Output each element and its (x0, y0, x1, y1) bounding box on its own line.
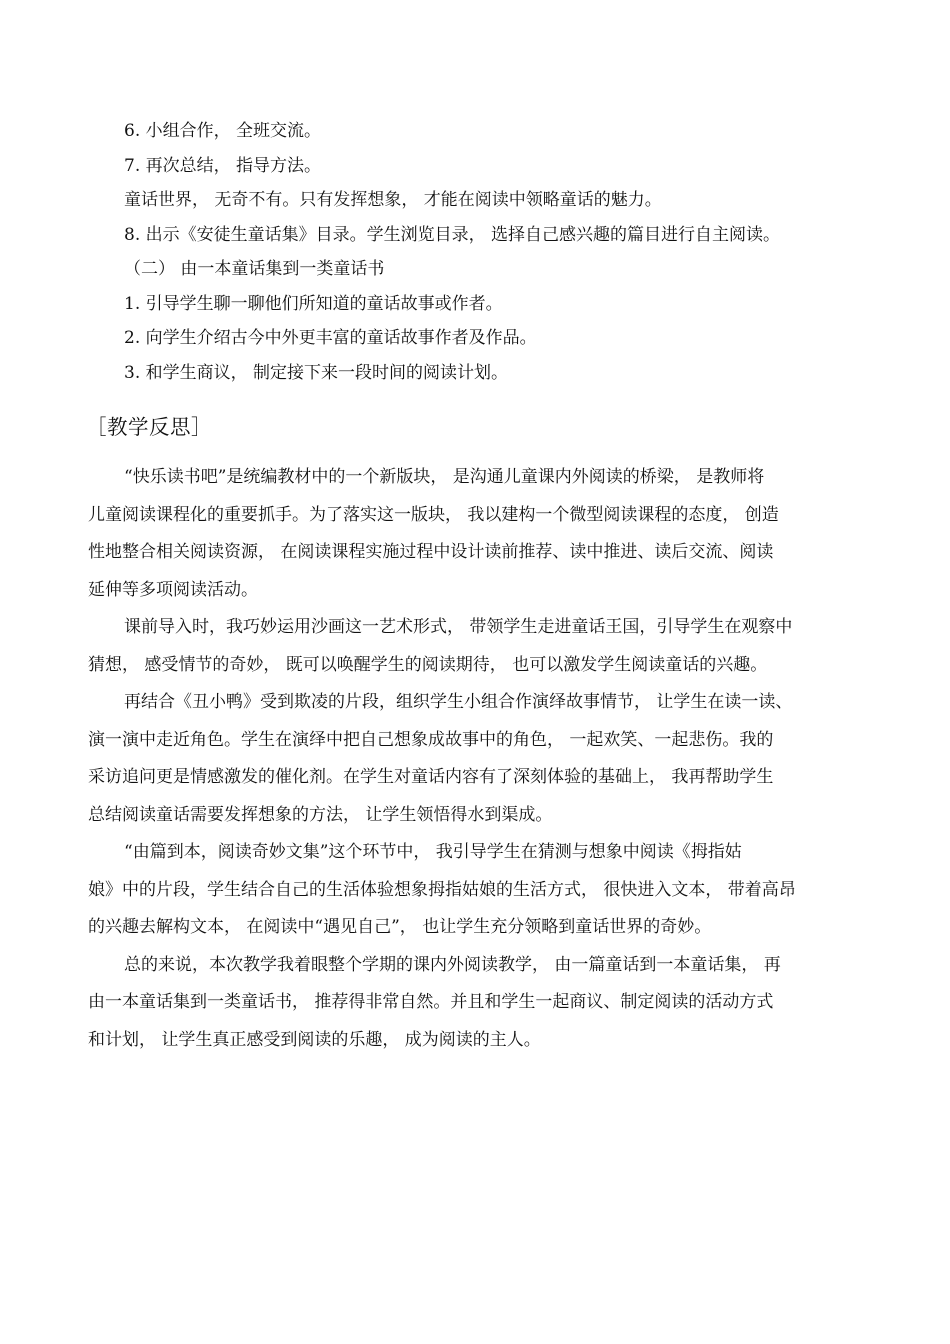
list-item: 3. 和学生商议， 制定接下来一段时间的阅读计划。 (124, 362, 509, 383)
paragraph-line: 总结阅读童话需要发挥想象的方法， 让学生领悟得水到渠成。 (88, 804, 553, 825)
paragraph-line: 再结合《丑小鸭》受到欺凌的片段，组织学生小组合作演绎故事情节， 让学生在读一读、 (124, 692, 793, 712)
list-item: 6. 小组合作， 全班交流。 (124, 121, 322, 141)
paragraph-line: 的兴趣去解构文本， 在阅读中“遇见自己”， 也让学生充分领略到童话世界的奇妙。 (88, 917, 712, 937)
teaching-steps-list (124, 114, 884, 390)
paragraph-line: 娘》中的片段，学生结合自己的生活体验想象拇指姑娘的生活方式， 很快进入文本， 带着高昂 (88, 879, 796, 900)
paragraph-line: 由一本童话集到一类童话书， 推荐得非常自然。并且和学生一起商议、制定阅读的活动方式 (88, 992, 774, 1012)
paragraph (88, 609, 878, 684)
list-item: 7. 再次总结， 指导方法。 (124, 155, 322, 176)
paragraph (88, 684, 878, 834)
paragraph-line: “快乐读书吧”是统编教材中的一个新版块， 是沟通儿童课内外阅读的桥梁， 是教师将 (124, 467, 765, 487)
paragraph (88, 459, 878, 609)
paragraph-line: 性地整合相关阅读资源， 在阅读课程实施过程中设计读前推荐、读中推进、读后交流、阅读 (88, 542, 774, 562)
paragraph-line: 儿童阅读课程化的重要抓手。为了落实这一版块， 我以建构一个微型阅读课程的态度， 创造 (88, 504, 779, 525)
paragraph-line: 采访追问更是情感激发的催化剂。在学生对童话内容有了深刻体验的基础上， 我再帮助学生 (88, 767, 774, 787)
paragraph (88, 947, 878, 1060)
paragraph-line: 课前导入时，我巧妙运用沙画这一艺术形式， 带领学生走进童话王国，引导学生在观察中 (124, 617, 793, 637)
list-item: （二） 由一本童话集到一类童话书 (124, 259, 385, 279)
list-item: 童话世界， 无奇不有。只有发挥想象， 才能在阅读中领略童话的魅力。 (124, 190, 662, 210)
paragraph (88, 834, 878, 947)
reflection-body (88, 459, 878, 1059)
list-item: 1. 引导学生聊一聊他们所知道的童话故事或作者。 (124, 293, 503, 314)
paragraph-line: 演一演中走近角色。学生在演绎中把自己想象成故事中的角色， 一起欢笑、一起悲伤。我的 (88, 729, 774, 750)
paragraph-line: 猜想， 感受情节的奇妙， 既可以唤醒学生的阅读期待， 也可以激发学生阅读童话的兴趣。 (88, 654, 768, 675)
paragraph-line: 和计划， 让学生真正感受到阅读的乐趣， 成为阅读的主人。 (88, 1029, 541, 1050)
list-item: 8. 出示《安徒生童话集》目录。学生浏览目录， 选择自己感兴趣的篇目进行自主阅读。 (124, 224, 781, 245)
section-heading: ［教学反思］ (86, 415, 212, 439)
paragraph-line: 总的来说，本次教学我着眼整个学期的课内外阅读教学， 由一篇童话到一本童话集， 再 (124, 954, 781, 975)
list-item: 2. 向学生介绍古今中外更丰富的童话故事作者及作品。 (124, 328, 537, 348)
paragraph-line: “由篇到本，阅读奇妙文集”这个环节中， 我引导学生在猜测与想象中阅读《拇指姑 (124, 842, 742, 862)
paragraph-line: 延伸等多项阅读活动。 (88, 579, 258, 600)
